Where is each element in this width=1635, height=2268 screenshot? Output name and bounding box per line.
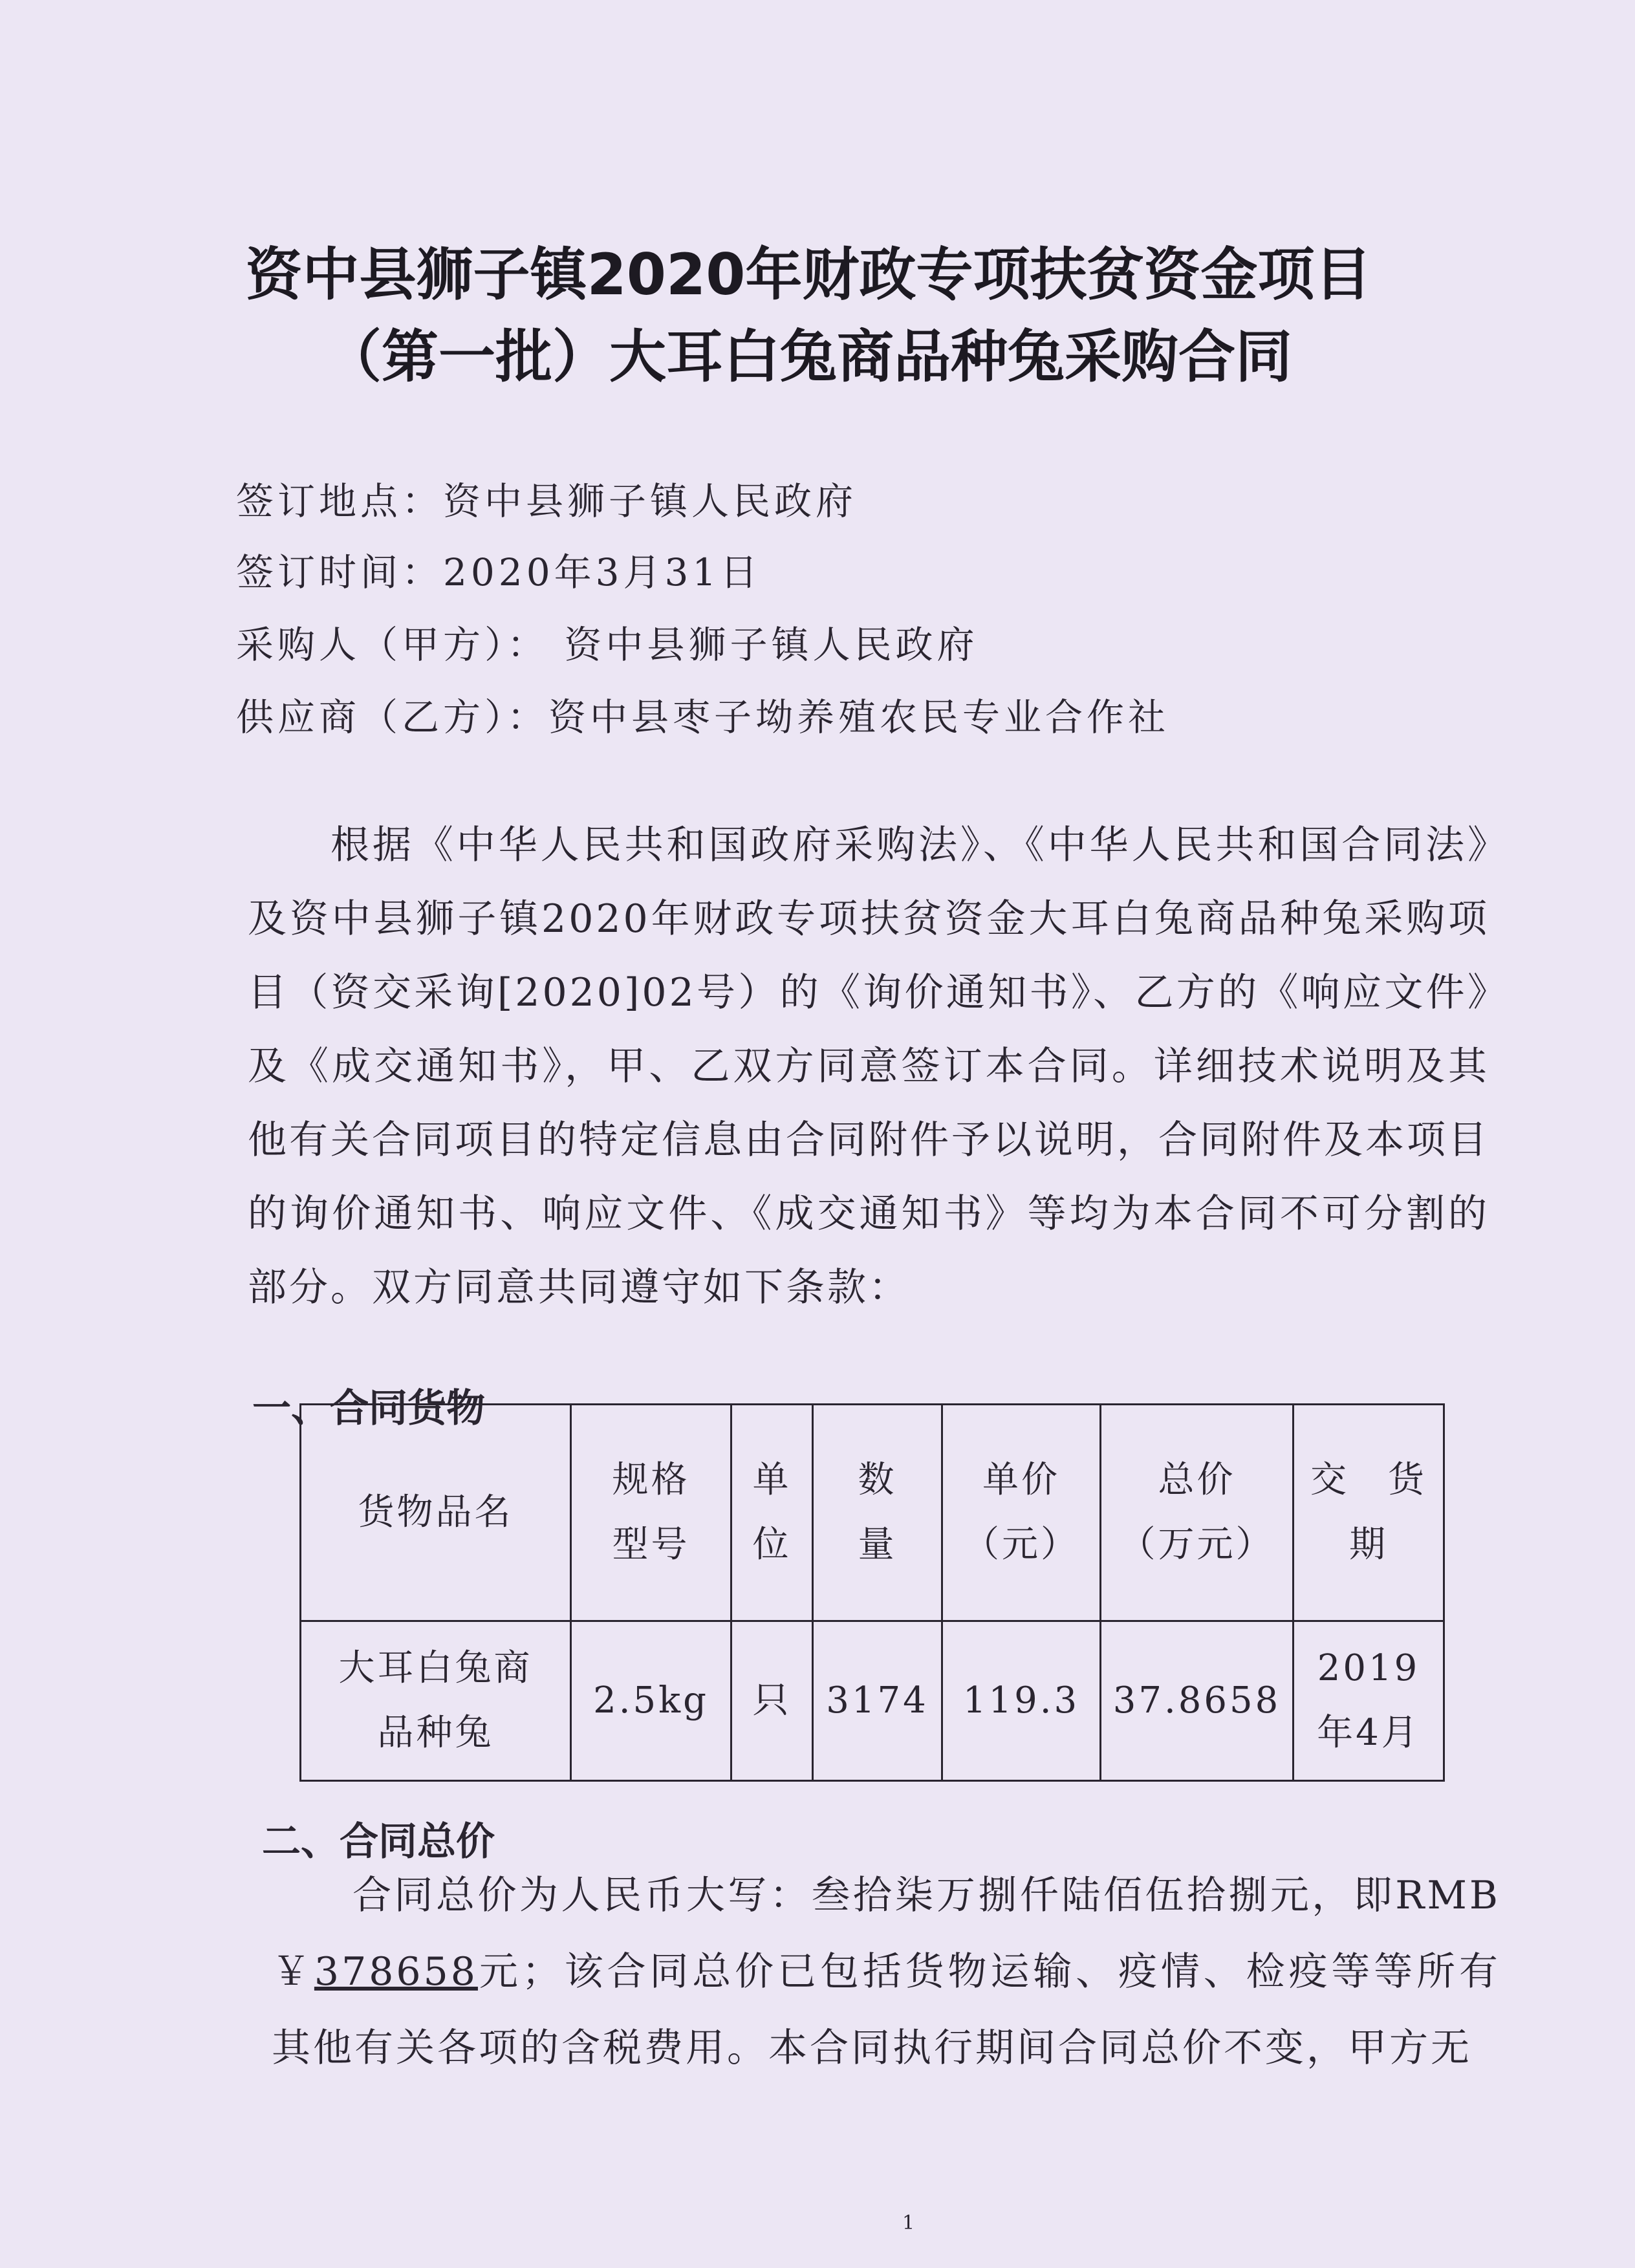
cell-unit-price: 119.3 [942, 1621, 1101, 1781]
cell-unit: 只 [731, 1621, 813, 1781]
title-line-1: 资中县狮子镇2020年财政专项扶贫资金项目 [245, 241, 1372, 308]
cell-name: 大耳白兔商 品种兔 [301, 1621, 571, 1781]
header-qty: 数 量 [813, 1405, 942, 1621]
table-row [301, 1621, 1444, 1781]
header-delivery: 交 货 期 [1294, 1405, 1444, 1621]
intro-paragraph: 根据《中华人民共和国政府采购法》、《中华人民共和国合同法》及资中县狮子镇2020年财政专项扶贫资金大耳白兔商品种兔采购项目（资交采询[2020]02号）的《询价通知书》、乙方的《响应文件》及《成交通知书》，甲、乙双方同意签订本合同。详细技术说明及其他有关合同项目的特定信息由合同附件予以说明，合同附件及本项目的询价通知书、响应文件、《成交通知书》等均为本合同不可分割的部分。双方同意共同遵守如下条款： [248, 823, 1489, 1310]
buyer-party: 采购人（甲方）： 资中县狮子镇人民政府 [236, 623, 979, 667]
header-name: 货物品名 [301, 1405, 571, 1621]
signing-date: 签订时间：2020年3月31日 [236, 550, 762, 594]
price-text-before: 合同总价为人民币大写：叁拾柒万捌仟陆佰伍拾捌元，即RMB ￥ [272, 1873, 1500, 1994]
price-amount: 378658 [314, 1949, 478, 1994]
price-text-after: 元；该合同总价已包括货物运输、疫情、检疫等等所有其他有关各项的含税费用。本合同执行期间合同总价不变，甲方无 [272, 1949, 1501, 2071]
cell-spec: 2.5kg [571, 1621, 731, 1781]
page-number: 1 [902, 2212, 915, 2234]
cell-total-price: 37.8658 [1101, 1621, 1294, 1781]
cell-qty: 3174 [813, 1621, 942, 1781]
header-unit-price: 单价 （元） [942, 1405, 1101, 1621]
header-spec: 规格 型号 [571, 1405, 731, 1621]
cell-delivery: 2019 年4月 [1294, 1621, 1444, 1781]
header-total-price: 总价 （万元） [1101, 1405, 1294, 1621]
header-unit: 单 位 [731, 1405, 813, 1621]
total-price-paragraph [272, 1857, 1500, 2086]
section-total-price-heading: 二、合同总价 [262, 1819, 495, 1864]
signing-place: 签订地点：资中县狮子镇人民政府 [236, 479, 858, 523]
title-line-2: （第一批）大耳白兔商品种兔采购合同 [324, 323, 1292, 390]
goods-table [299, 1403, 1445, 1782]
table-header-row [301, 1405, 1444, 1621]
section-goods-heading: 一、合同货物 [252, 1386, 485, 1431]
supplier-party: 供应商（乙方）：资中县枣子坳养殖农民专业合作社 [236, 695, 1170, 739]
